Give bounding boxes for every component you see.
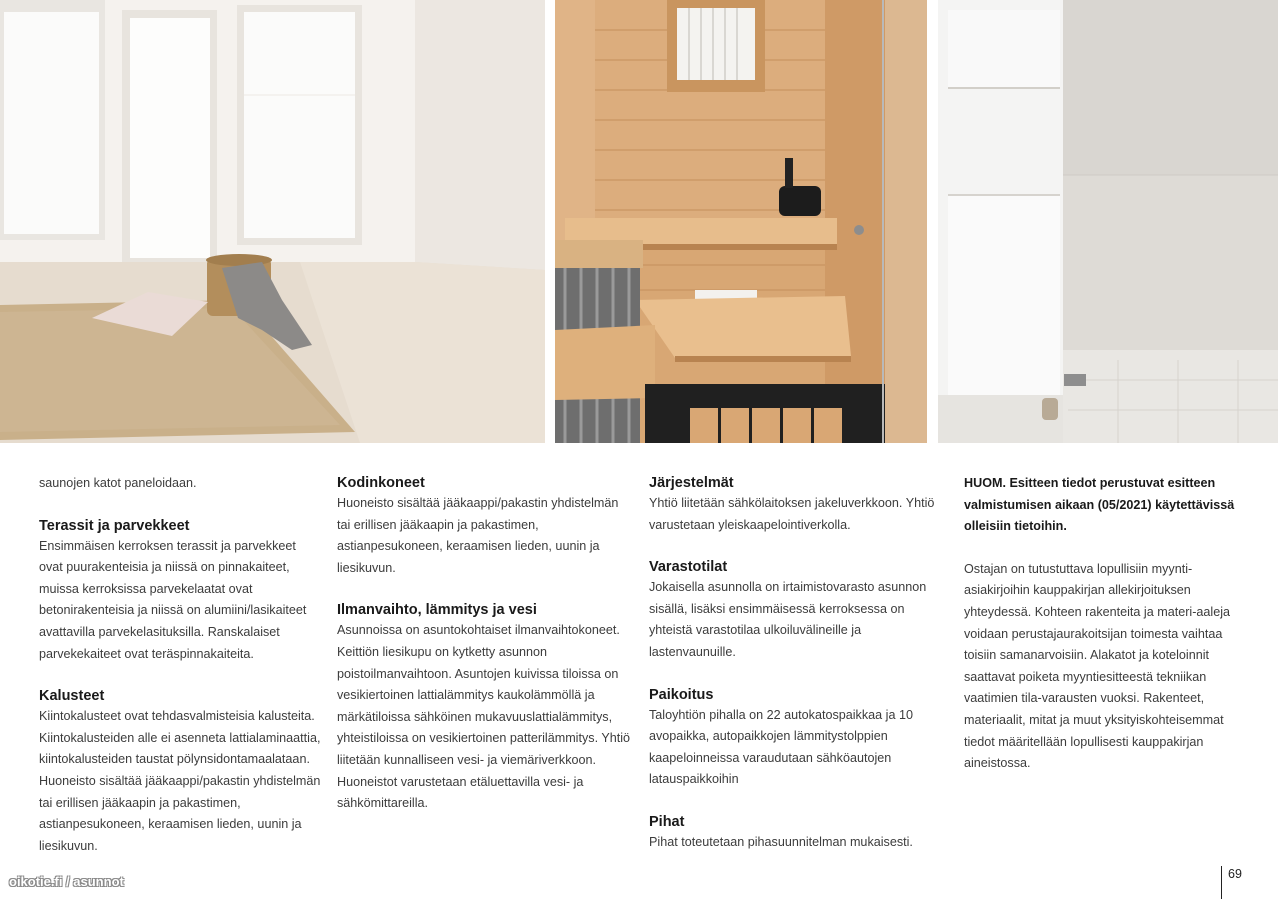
disclaimer-paragraph: Ostajan on tutustuttava lopullisiin myynti-asiakirjoihin kauppakirjan allekirjoituksen yhteydessä. Kohteen rakenteita ja materi-aaleja voidaan perustajaurakoitsijan toimesta vaihtaa toisiin samanarvoisiin. Alakatot ja koteloinnit saattavat poiketa myyntiesitteestä tekniikan vaatimien tila-varausten vuoksi. Rakenteet, materiaalit, mitat ja muut yksityiskohteisemmat tiedot määritellään lopullisesti kauppakirjan aineistossa. <box>964 561 1231 771</box>
column-2 <box>337 473 633 836</box>
heading-terassit: Terassit ja parvekkeet <box>39 517 190 534</box>
heading-jarjestelmat: Järjestelmät <box>649 475 734 491</box>
page-number-divider <box>1221 866 1222 899</box>
bathroom-photo <box>938 0 1278 443</box>
paragraph-kodinkoneet: Huoneisto sisältää jääkaappi/pakastin yhdistelmän tai erillisen jääkaapin ja pakastimen, astianpesukoneen, keraamisen lieden, uunin ja liesikuvun. <box>337 496 619 575</box>
heading-ilmanvaihto: Ilmanvaihto, lämmitys ja vesi <box>337 602 537 619</box>
column-4 <box>964 473 1254 796</box>
paragraph-jarjestelmat: Yhtiö liitetään sähkölaitoksen jakeluverkkoon. Yhtiö varustetaan yleiskaapelointiverkolla. <box>649 496 935 532</box>
living-room-photo <box>0 0 545 443</box>
paragraph-terassit: Ensimmäisen kerroksen terassit ja parvekkeet ovat puurakenteisia ja niissä on pinnakaiteet, muissa kerroksissa parvekelaatat ovat betonirakenteisia ja niissä on alumiini/lasikaiteet avattavilla parvekelasituksilla. Ranskalaiset parvekekaiteet ovat teräspinnakaiteita. <box>39 538 307 661</box>
heading-paikoitus: Paikoitus <box>649 686 714 703</box>
heading-kodinkoneet: Kodinkoneet <box>337 475 425 491</box>
column-1-lead: saunojen katot paneloidaan. <box>39 476 197 490</box>
heading-kalusteet: Kalusteet <box>39 688 105 705</box>
brand-footer: oikotie.fi / asunnot <box>9 874 124 889</box>
heading-varastotilat: Varastotilat <box>649 559 728 576</box>
heading-pihat: Pihat <box>649 813 685 830</box>
paragraph-ilmanvaihto: Asunnoissa on asuntokohtaiset ilmanvaihtokoneet. Keittiön liesikupu on kytketty asunnon poistoilmanvaihtoon. Asuntojen kuivissa tiloissa on vesikiertoinen lattialämmitys kaukolämmöllä ja märkätiloissa sähköinen mukavuuslattialämmitys, yhteistiloissa on vesikiertoinen patterilämmitys. Yhtiö liitetään kunnalliseen vesi- ja viemäriverkkoon. Huoneistot varustetaan etäluettavilla vesi- ja sähkömittareilla. <box>337 623 631 811</box>
paragraph-kalusteet: Kiintokalusteet ovat tehdasvalmisteisia kalusteita. Kiintokalusteiden alle ei asenneta lattialaminaattia, kiintokalusteiden taustat pölynsidontamaalataan. Huoneisto sisältää jääkaappi/pakastin yhdistelmän tai erillisen jääkaapin ja pakastimen, astianpesukoneen, keraamisen lieden, uunin ja liesikuvun. <box>39 709 321 853</box>
column-1 <box>39 473 321 878</box>
paragraph-varastotilat: Jokaisella asunnolla on irtaimistovarasto asunnon sisällä, lisäksi ensimmäisessä kerroksessa on yhteistä varastotilaa ulkoiluvälineille ja lastenvaunuille. <box>649 580 927 659</box>
paragraph-pihat: Pihat toteutetaan pihasuunnitelman mukaisesti. <box>649 834 913 849</box>
paragraph-paikoitus: Taloyhtiön pihalla on 22 autokatospaikkaa ja 10 avopaikka, autopaikkojen lämmitystolppien kaapeloinneissa varaudutaan sähköautojen latauspaikkoihin <box>649 707 913 787</box>
disclaimer-note: HUOM. Esitteen tiedot perustuvat esitteen valmistumisen aikaan (05/2021) käytettävissä olleisiin tietoihin. <box>964 476 1235 534</box>
sauna-photo <box>555 0 927 443</box>
column-3 <box>649 473 949 875</box>
page-number: 69 <box>1228 867 1242 881</box>
